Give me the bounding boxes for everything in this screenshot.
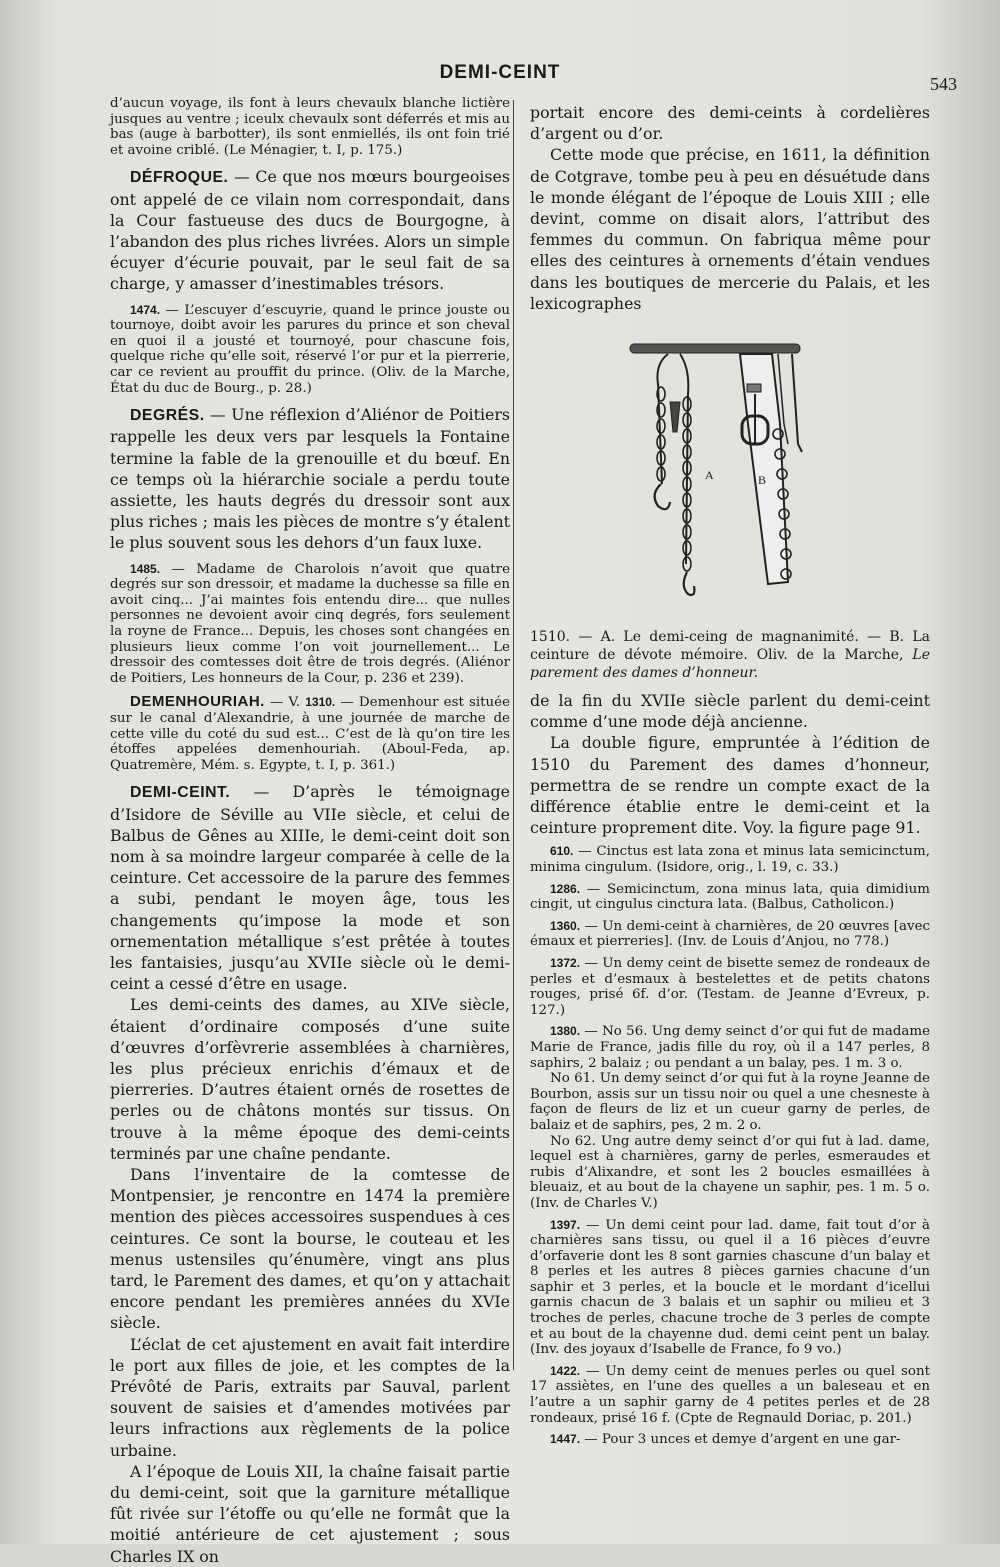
entry-text: — Une réflexion d’Aliénor de Poitiers rappelle les deux vers par lesquels la Fontaine termine la fable de la grenouille et du bœuf. En ce temps où la hiérarchie sociale a perdu toute assiette, les hauts degrés du dressoir sont aux plus riches ; mais les pièces de montre s’y étalent le plus souvent sous les dehors d’un faux luxe. [110,405,510,553]
quote-text: — Madame de Charolois n’avoit que quatre degrés sur son dressoir, et madame la duchesse sa fille en avoit cinq... J’ai maintes fois entendu dire... que nulles personnes ne devoient avoir cinq degrés, fors seulement la royne de France... Depuis, les choses sont changées en plusieurs lieux comme l’on voit journellement... Le dressoir des comtesses doit être de trois degrés. (Aliénor de Poitiers, Les honneurs de la Cour, p. 236 et 239). [110,561,510,686]
quote-year: 1372. [550,956,581,971]
paragraph: Dans l’inventaire de la comtesse de Montpensier, je rencontre en 1474 la première mention des pièces accessoires suspendues à ces ceintures. Ce sont la bourse, le couteau et les menus ustensiles qu’énumère, vingt ans plus tard, le Parement des dames, et qu’on y attachait encore pendant les premières années du XVIe siècle. [110,1164,510,1333]
quote-text: — Un demy ceint de menues perles ou quel sont 17 assiètes, en l’une des quelles a un baleseau et en l’autre a un saphir garny de 4 petites perles et de 28 rondeaux, prisé 16 f. (Cpte de Regnauld Doriac, p. 201.) [530,1363,930,1426]
belt-figure-svg [530,324,930,624]
quote-1380-c: No 62. Ung autre demy seinct d’or qui fut à lad. dame, lequel est à charnières, garny de perles, esmeraudes et rubis d’Alixandre, et sont les 2 boucles esmaillées à bleuaiz, et au bout de la chayene un saphir, pes. 1 m. 5 o. (Inv. de Charles V.) [530,1133,930,1211]
label-b: B [758,473,767,488]
ref-number: 1310. [305,695,336,710]
belt-illustration [530,324,930,624]
paragraph: portait encore des demi-ceints à cordelières d’argent ou d’or. [530,103,930,144]
paragraph: de la fin du XVIIe siècle parlent du demi-ceint comme d’une mode déjà ancienne. [530,691,930,732]
quote-year: 1286. [550,881,581,896]
entry-text: — D’après le témoignage d’Isidore de Séville au VIIe siècle, et celui de Balbus de Gênes au XIIIe, le demi-ceint doit son nom à sa moindre largeur comparée à celle de la ceinture. Cet accessoire de la parure des femmes a subi, pendant le moyen âge, tous les changements qu’impose la mode et son ornementation métallique s’est prêtée à toutes les fantaisies, jusqu’au XVIIe siècle où le demi-ceint a cessé d’être en usage. [110,782,510,994]
quote-text: — No 56. Ung demy seinct d’or qui fut de madame Marie de France, jadis fille du roy, où il a 147 perles, 8 saphirs, 2 balaiz ; ou pendant a un balay, pes. 1 m. 3 o. [530,1024,930,1071]
quote-year: 1422. [550,1363,581,1378]
quote-1372 [530,956,930,1018]
entry-text: — Demenhour est située sur le canal d’Alexandrie, à une journée de marche de cette ville du coté du sud est... C’est de là qu’on tire les étoffes appelées demenhouriah. (Aboul-Feda, ap. Quatremère, Mém. s. Egypte, t. I, p. 361.) [110,695,510,773]
quote-text: — Un demy ceint de bisette semez de rondeaux de perles et d’esmaux à bestelettes et de petits chatons rouges, prisé 6f. d’or. (Testam. de Jeanne d’Evreux, p. 127.) [530,956,930,1018]
paragraph: Les demi-ceints des dames, au XIVe siècle, étaient d’ordinaire composés d’une suite d’œuvres d’orfèvrerie assemblées à charnières, les plus précieux enrichis d’émaux et de pierreries. D’autres étaient ornés de rosettes de perles ou de châtons montés sur tissus. On trouve à la même époque des demi-ceints terminés par une chaîne pendante. [110,995,510,1163]
quote-text: — Pour 3 unces et demye d’argent en une gar- [580,1432,901,1448]
quote-year: 1360. [550,918,581,933]
quote-year: 1447. [550,1432,581,1447]
quote-year: 1485. [130,561,161,576]
quote-text: — Semicinctum, zona minus lata, quia dimidium cingit, ut cingulus cinctura lata. (Balbus, Catholicon.) [530,881,930,913]
quote-1447 [530,1432,930,1448]
quote-year: 1397. [550,1217,581,1232]
caption-title: Le parement des dames d’honneur. [530,647,930,682]
right-column [530,102,930,1448]
headword: DEMI-CEINT. [130,784,231,802]
quote-1485 [110,562,510,687]
headword: DEMENHOURIAH. [130,693,265,711]
paragraph: La double figure, empruntée à l’édition de 1510 du Parement des dames d’honneur, permettra de se rendre un compte exact de la différence établie entre le demi-ceint et la ceinture proprement dite. Voy. la figure page 91. [530,733,930,838]
quote-text: — Un demi-ceint à charnières, de 20 œuvres [avec émaux et pierreries]. (Inv. de Louis d’Anjou, no 778.) [530,918,930,950]
quote-1286 [530,882,930,913]
entry-defroque [110,166,510,294]
page-number: 543 [930,74,957,94]
entry-demi-ceint [110,781,510,994]
quote-text: — L’escuyer d’escuyrie, quand le prince jouste ou tournoye, doibt avoir les parures du prince et son cheval en quoi il a jousté et tournoyé, pour chascune fois, quelque riche qu’elle soit, réservé l’or pur et la pierrerie, car ce revient au prouffit du prince. (Oliv. de la Marche, État du duc de Bourg., p. 28.) [110,302,510,396]
column-rule [513,100,514,1370]
quote-1360 [530,919,930,950]
headword: DEGRÉS. [130,407,205,425]
quote-1380 [530,1024,930,1071]
paragraph: L’éclat de cet ajustement en avait fait interdire le port aux filles de joie, et les comptes de la Prévôté de Paris, extraits par Sauval, parlent souvent de saisies et d’amendes motivées par leurs infractions aux règlements de la police urbaine. [110,1334,510,1460]
entry-demenhouriah [110,694,510,773]
quote-year: 1380. [550,1024,581,1039]
entry-degres [110,404,510,553]
paragraph: A l’époque de Louis XII, la chaîne faisait partie du demi-ceint, soit que la garniture métallique fût rivée sur l’étoffe ou qu’elle ne formât que la moitié antérieure de cet ajustement ; sous Charles IX on [110,1461,510,1566]
quote-text: — Cinctus est lata zona et minus lata semicinctum, minima cingulum. (Isidore, orig., l. 19, c. 33.) [530,844,930,876]
quote-year: 610. [550,844,574,859]
figure-caption [530,628,930,682]
paragraph: Cette mode que précise, en 1611, la définition de Cotgrave, tombe peu à peu en désuétude dans le monde élégant de l’époque de Louis XIII ; elle devint, comme on disait alors, l’attribut des femmes du commun. On fabriqua même pour elles des ceintures à ornements d’étain vendues dans les boutiques de mercerie du Palais, et les lexicographes [530,145,930,313]
entry-ref: — V. [264,695,306,711]
quote-1422 [530,1364,930,1426]
running-head: DEMI-CEINT [439,62,561,83]
quote-1380-b: No 61. Un demy seinct d’or qui fut à la royne Jeanne de Bourbon, assis sur un tissu noir ou quel a une chesneste à façon de fleurs de liz et un cueur garny de perles, de balaiz et de saphirs, pes, 2 m. 2 o. [530,1071,930,1133]
quote-year: 1474. [130,302,161,317]
quote-1397 [530,1218,930,1358]
caption-text: 1510. — A. Le demi-ceing de magnanimité. — B. La ceinture de dévote mémoire. Oliv. de la Marche, [530,629,930,664]
quote-610 [530,844,930,875]
headword: DÉFROQUE. [130,169,229,187]
quote-1474 [110,303,510,397]
quote-text: — Un demi ceint pour lad. dame, fait tout d’or à charnières sans tissu, ou quel il a 16 pièces d’euvre d’orfaverie dont les 8 sont garnies chascune d’un balay et 8 perles et les autres 8 pièces garnies chacune d’un saphir et 3 perles, et la boucle et le mordant d’icellui garnis chacun de 3 balais et un saphir ou milieu et 3 troches de perles, chacune troche de 3 perles de compte et au bout de la chayenne dud. demi ceint pent un balay. (Inv. des joyaux d’Isabelle de France, fo 9 vo.) [530,1217,930,1358]
paragraph: d’aucun voyage, ils font à leurs chevaulx blanche lictière jusques au ventre ; iceulx chevaulx sont déferrés et mis au bas (auge à barbotter), ils sont enmiellés, ils ont foin trié et avoine criblé. (Le Ménagier, t. I, p. 175.) [110,96,510,158]
label-a: A [705,468,714,483]
left-column [110,96,510,1567]
entry-text: — Ce que nos mœurs bourgeoises ont appelé de ce vilain nom correspondait, dans la Cour fastueuse des ducs de Bourgogne, à l’abandon des plus riches livrées. Alors un simple écuyer d’écurie pouvait, par le seul fait de sa charge, y amasser d’inestimables trésors. [110,167,510,294]
